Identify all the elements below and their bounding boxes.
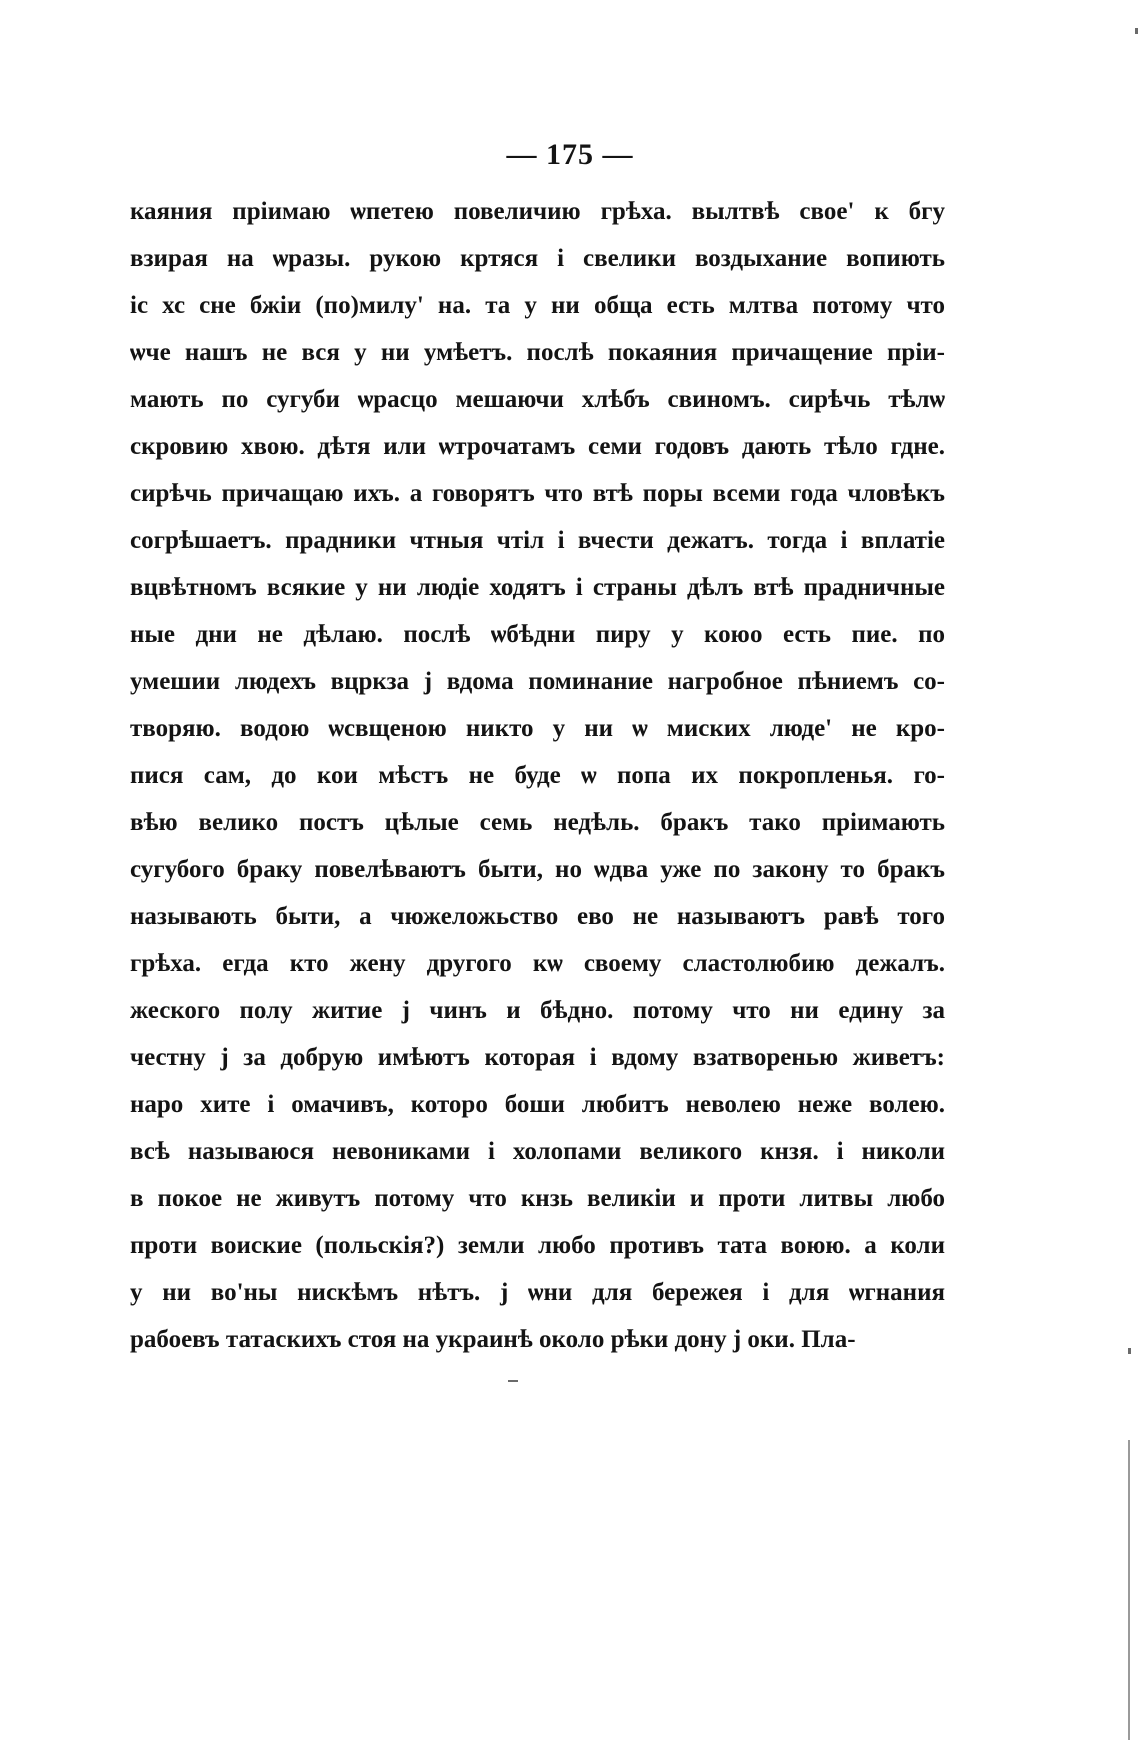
- text-line: каяния прiимаю ѡпетею повеличию грѣха. вылтвѣ свое' к бгу: [130, 198, 945, 225]
- text-line: сугубого браку повелѣваютъ быти, но ѡдва уже по закону то бракъ: [130, 856, 945, 883]
- text-line: скровию хвою. дѣтя или ѡтрочатамъ семи годовъ дають тѣло гдне.: [130, 433, 945, 460]
- text-line: пися сам, до кои мѣстъ не буде ѡ попа их покропленья. го-: [130, 762, 945, 789]
- text-line: творяю. водою ѡсвщеною никто у ни ѡ миских люде' не кро-: [130, 715, 945, 742]
- text-line: сирѣчь причащаю ихъ. а говорятъ что втѣ поры всеми года чловѣкъ: [130, 480, 945, 507]
- text-line: iс хс сне бжiи (по)милу' на. та у ни обща есть млтва потому что: [130, 292, 945, 319]
- text-line: в покое не живутъ потому что кнзь великiи и проти литвы любо: [130, 1185, 945, 1212]
- text-line: ѡче нашъ не вся у ни умѣетъ. послѣ покаяния причащение прiи-: [130, 339, 945, 366]
- text-line: жеского полу житие j чинъ и бѣдно. потому что ни едину за: [130, 997, 945, 1024]
- text-line: у ни во'ны нискѣмъ нѣтъ. j ѡни для бережея i для ѡгнания: [130, 1279, 945, 1306]
- text-line: всѣ называюся невониками i холопами великого кнзя. i николи: [130, 1138, 945, 1165]
- text-line: взирая на ѡразы. рукою кртяся i свелики воздыхание вопиють: [130, 245, 945, 272]
- text-line: мають по сугуби ѡрасцо мешаючи хлѣбъ свиномъ. сирѣчь тѣлѡ: [130, 386, 945, 413]
- text-line: вѣю велико постъ цѣлые семь недѣль. бракъ тако прiимають: [130, 809, 945, 836]
- text-line: честну j за добрую имѣютъ которая i вдому взатворенью живетъ:: [130, 1044, 945, 1071]
- scan-speck: [1128, 1348, 1131, 1354]
- text-line: проти воиские (польскiя?) земли любо противъ тата воюю. а коли: [130, 1232, 945, 1259]
- scan-edge-line: [1128, 1440, 1130, 1740]
- text-line: вцвѣтномъ всякие у ни людiе ходятъ i страны дѣлъ втѣ прадничные: [130, 574, 945, 601]
- text-line: называють быти, а чюжеложьство ево не называютъ равѣ того: [130, 903, 945, 930]
- text-line: наро хите i омачивъ, которо боши любитъ неволею неже волею.: [130, 1091, 945, 1118]
- text-line: рабоевъ татаскихъ стоя на украинѣ около рѣки дону j оки. Пла-: [130, 1326, 856, 1353]
- text-line: согрѣшаетъ. прадники чтныя чтiл i вчести дежатъ. тогда i вплатiе: [130, 527, 945, 554]
- scan-speck: [1135, 28, 1138, 34]
- text-line: ные дни не дѣлаю. послѣ ѡбѣдни пиру у коюо есть пие. по: [130, 621, 945, 648]
- page-number: — 175 —: [506, 138, 634, 171]
- text-line: грѣха. егда кто жену другого кѡ своему сластолюбию дежалъ.: [130, 950, 945, 977]
- scan-speck: [508, 1380, 518, 1382]
- text-line: умешии людехъ вцркза j вдома поминание нагробное пѣниемъ со-: [130, 668, 945, 695]
